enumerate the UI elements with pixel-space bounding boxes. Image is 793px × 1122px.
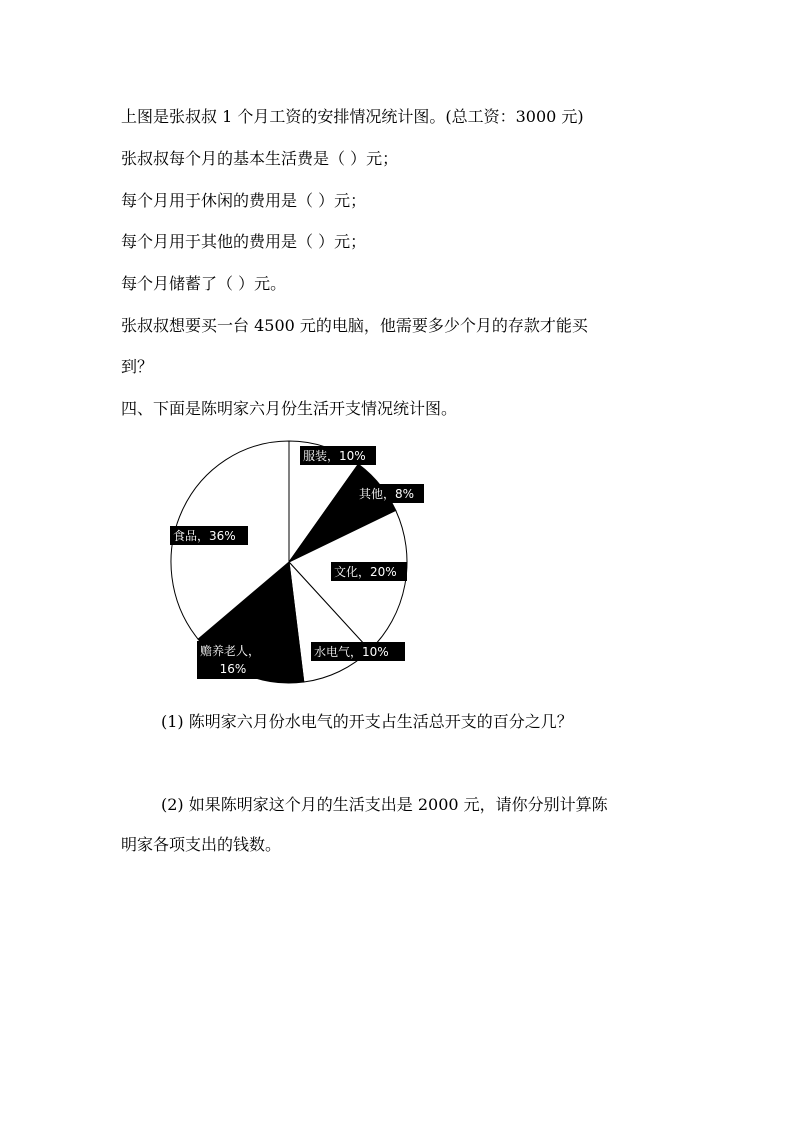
pie-label-text: 食品，36% xyxy=(173,529,236,543)
question-1: (1) 陈明家六月份水电气的开支占生活总开支的百分之几？ xyxy=(161,712,573,731)
question-savings: 每个月储蓄了（ ）元。 xyxy=(121,274,287,293)
pie-label xyxy=(170,526,248,545)
pie-label xyxy=(356,484,424,503)
expense-pie-chart xyxy=(160,440,420,685)
question-basic-living: 张叔叔每个月的基本生活费是（ ）元； xyxy=(121,149,399,168)
question-other: 每个月用于其他的费用是（ ）元； xyxy=(121,232,367,251)
pie-label xyxy=(197,641,269,679)
section-4-heading: 四、下面是陈明家六月份生活开支情况统计图。 xyxy=(121,399,458,418)
pie-label-text: 其他，8% xyxy=(359,487,415,501)
pie-label-text: 赡养老人， xyxy=(200,644,261,658)
pie-label xyxy=(300,446,376,465)
pie-label-text: 服装，10% xyxy=(303,449,366,463)
pie-label-text: 水电气，10% xyxy=(314,645,389,659)
pie-label-text: 16% xyxy=(219,662,247,676)
question-computer-cont: 到？ xyxy=(121,357,154,376)
pie-label xyxy=(331,562,407,581)
pie-label-text: 文化，20% xyxy=(334,565,397,579)
question-2: (2) 如果陈明家这个月的生活支出是 2000 元，请你分别计算陈 xyxy=(161,795,608,814)
question-2-cont: 明家各项支出的钱数。 xyxy=(121,835,282,854)
question-intro-line: 上图是张叔叔 1 个月工资的安排情况统计图。(总工资：3000 元) xyxy=(121,107,584,126)
pie-label xyxy=(311,642,405,661)
question-leisure: 每个月用于休闲的费用是（ ）元； xyxy=(121,191,367,210)
question-computer: 张叔叔想要买一台 4500 元的电脑，他需要多少个月的存款才能买 xyxy=(121,316,588,335)
